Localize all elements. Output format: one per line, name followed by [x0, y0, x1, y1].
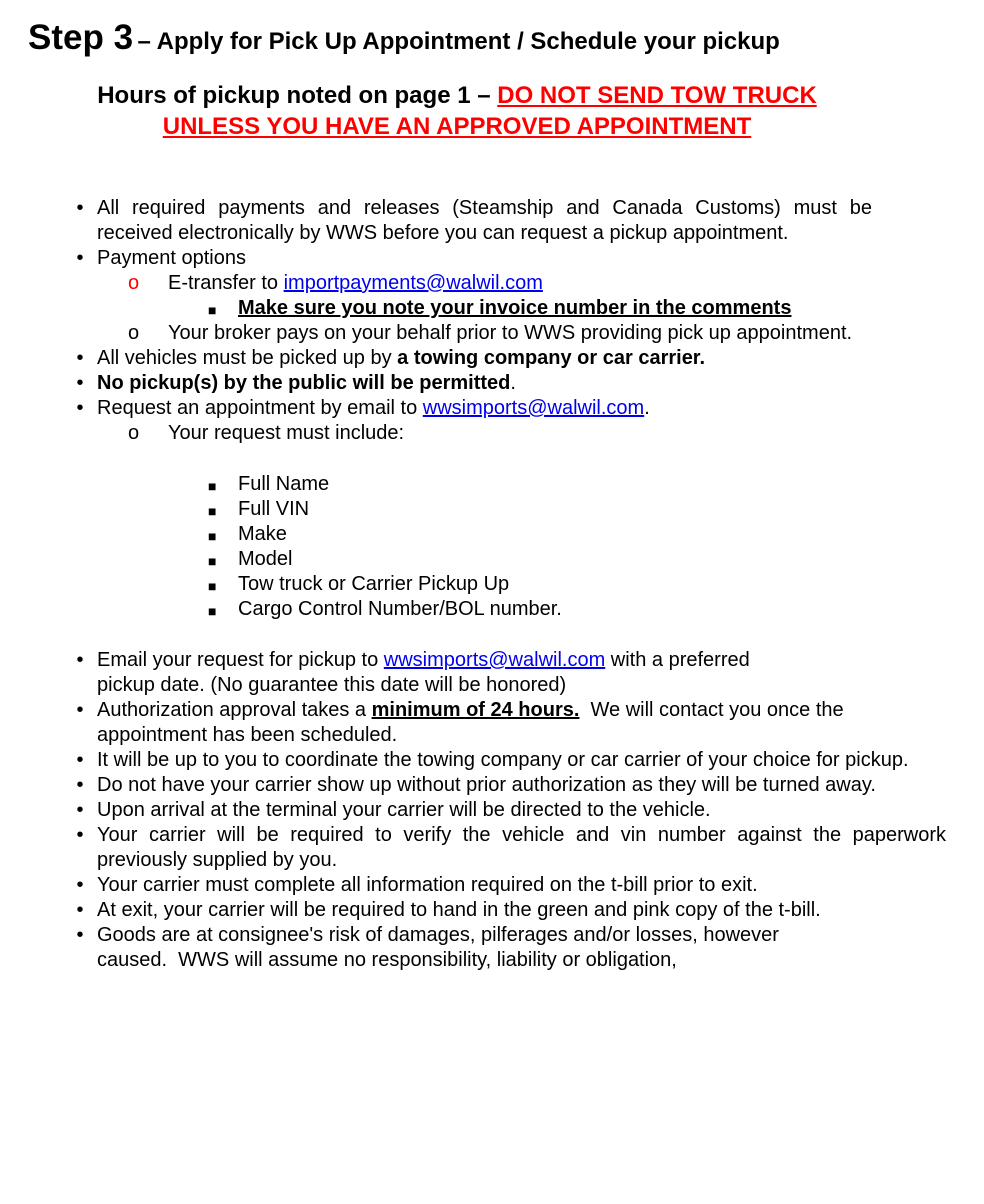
- list-item: [60, 898, 946, 923]
- warning-text-line1: DO NOT SEND TOW TRUCK: [497, 82, 817, 109]
- list-item: [60, 748, 946, 773]
- bullet-icon: •: [76, 247, 84, 269]
- bullet-icon: •: [76, 924, 84, 946]
- list-item: [208, 597, 946, 622]
- broker-pays-text: Your broker pays on your behalf prior to WWS providing pick up appointment.: [168, 322, 853, 344]
- bullet-icon: •: [76, 649, 84, 671]
- email-request-text: [97, 648, 946, 698]
- request-include-text: Your request must include:: [168, 422, 405, 444]
- bullet-icon: •: [76, 197, 84, 219]
- vehicles-prefix: All vehicles must be picked up by: [97, 347, 398, 369]
- list-item: [60, 773, 946, 798]
- bullet-icon: •: [76, 874, 84, 896]
- auth-suffix: We will contact you once the appointment has been scheduled.: [97, 699, 850, 746]
- risk-line1: Goods are at consignee's risk of damages, pilferages and/or losses, however: [97, 924, 779, 946]
- bullet-icon: •: [76, 899, 84, 921]
- email-prefix: Email your request for pickup to: [97, 649, 384, 671]
- arrival-text: Upon arrival at the terminal your carrier will be directed to the vehicle.: [97, 799, 711, 821]
- list-item: [60, 396, 946, 421]
- bullet-icon: •: [76, 347, 84, 369]
- step-number: Step 3: [28, 18, 134, 57]
- square-bullet-icon: ■: [208, 503, 217, 519]
- include-item: Tow truck or Carrier Pickup Up: [238, 573, 510, 595]
- list-item: [60, 873, 946, 898]
- risk-line2: caused. WWS will assume no responsibility, liability or obligation,: [97, 949, 677, 971]
- request-text: [97, 396, 946, 421]
- no-public-suffix: .: [510, 372, 516, 394]
- include-item: Full VIN: [238, 498, 310, 520]
- etransfer-line: [168, 271, 946, 296]
- vehicles-bold: a towing company or car carrier.: [397, 347, 706, 369]
- list-item: [60, 648, 946, 698]
- include-item: Cargo Control Number/BOL number.: [238, 598, 562, 620]
- request-suffix: .: [644, 397, 650, 419]
- list-item: [60, 823, 946, 873]
- circle-bullet-icon: o: [128, 322, 140, 344]
- list-item: [60, 923, 946, 973]
- square-bullet-icon: ■: [208, 478, 217, 494]
- include-item: Model: [238, 548, 293, 570]
- bullet-icon: •: [76, 397, 84, 419]
- list-item: [208, 497, 946, 522]
- square-bullet-icon: ■: [208, 553, 217, 569]
- square-bullet-icon: ■: [208, 528, 217, 544]
- include-item: Full Name: [238, 473, 330, 495]
- verify-text: Your carrier will be required to verify the vehicle and vin number against the paperwork previously supplied by you.: [97, 824, 946, 871]
- square-bullet-icon: ■: [208, 302, 217, 318]
- bullet-icon: •: [76, 774, 84, 796]
- request-prefix: Request an appointment by email to: [97, 397, 423, 419]
- list-item: [208, 572, 946, 597]
- bullet-icon: •: [76, 799, 84, 821]
- list-item: [208, 296, 946, 321]
- square-bullet-icon: ■: [208, 578, 217, 594]
- list-item: [60, 246, 946, 271]
- list-item: [128, 421, 946, 446]
- warning-text-line2: UNLESS YOU HAVE AN APPROVED APPOINTMENT: [162, 113, 752, 140]
- no-public-text: [97, 371, 946, 396]
- instructions-list: [60, 196, 946, 973]
- no-show-text: Do not have your carrier show up without prior authorization as they will be turned away.: [97, 774, 876, 796]
- invoice-note-bold: Make sure you note your invoice number in the comments: [238, 297, 792, 319]
- pickup-hours-notice: [0, 80, 984, 142]
- email-request-link[interactable]: wwsimports@walwil.com: [383, 649, 606, 671]
- circle-bullet-icon: o: [128, 272, 140, 294]
- list-item: [60, 698, 946, 748]
- auth-prefix: Authorization approval takes a: [97, 699, 372, 721]
- include-item: Make: [238, 523, 287, 545]
- list-item: [60, 371, 946, 396]
- pickup-hours-line1: [0, 80, 984, 111]
- etransfer-email-link[interactable]: importpayments@walwil.com: [283, 272, 543, 294]
- pickup-hours-prefix: Hours of pickup noted on page 1 –: [97, 82, 498, 109]
- list-item: [60, 798, 946, 823]
- page-title: [28, 18, 780, 58]
- coordinate-text: It will be up to you to coordinate the towing company or car carrier of your choice for pickup.: [97, 749, 909, 771]
- list-item: [128, 271, 946, 296]
- square-bullet-icon: ■: [208, 603, 217, 619]
- email-suffix-line2: pickup date. (No guarantee this date will be honored): [97, 674, 567, 696]
- authorization-text: [97, 698, 946, 748]
- etransfer-prefix: E-transfer to: [168, 272, 284, 294]
- payments-required-text: All required payments and releases (Steamship and Canada Customs) must be received electronically by WWS before you can request a pickup appointment.: [97, 197, 872, 244]
- pickup-hours-line2: [0, 111, 984, 142]
- invoice-note-text: [238, 296, 946, 321]
- bullet-icon: •: [76, 699, 84, 721]
- email-suffix-line1: with a preferred: [605, 649, 750, 671]
- bullet-icon: •: [76, 749, 84, 771]
- list-item: [60, 196, 872, 246]
- exit-text: At exit, your carrier will be required to hand in the green and pink copy of the t-bill.: [97, 899, 821, 921]
- circle-bullet-icon: o: [128, 422, 140, 444]
- risk-text: [97, 923, 946, 973]
- list-item: [60, 346, 946, 371]
- vehicles-text: [97, 346, 946, 371]
- list-item: [128, 321, 874, 346]
- auth-bold: minimum of 24 hours.: [371, 699, 580, 721]
- payment-options-text: Payment options: [97, 247, 246, 269]
- list-item: [208, 522, 946, 547]
- complete-text: Your carrier must complete all information required on the t-bill prior to exit.: [97, 874, 758, 896]
- bullet-icon: •: [76, 824, 84, 846]
- bullet-icon: •: [76, 372, 84, 394]
- list-item: [208, 547, 946, 572]
- request-email-link[interactable]: wwsimports@walwil.com: [422, 397, 645, 419]
- no-public-bold: No pickup(s) by the public will be permitted: [97, 372, 511, 394]
- step-subtitle: – Apply for Pick Up Appointment / Schedule your pickup: [137, 28, 780, 55]
- list-item: [208, 472, 946, 497]
